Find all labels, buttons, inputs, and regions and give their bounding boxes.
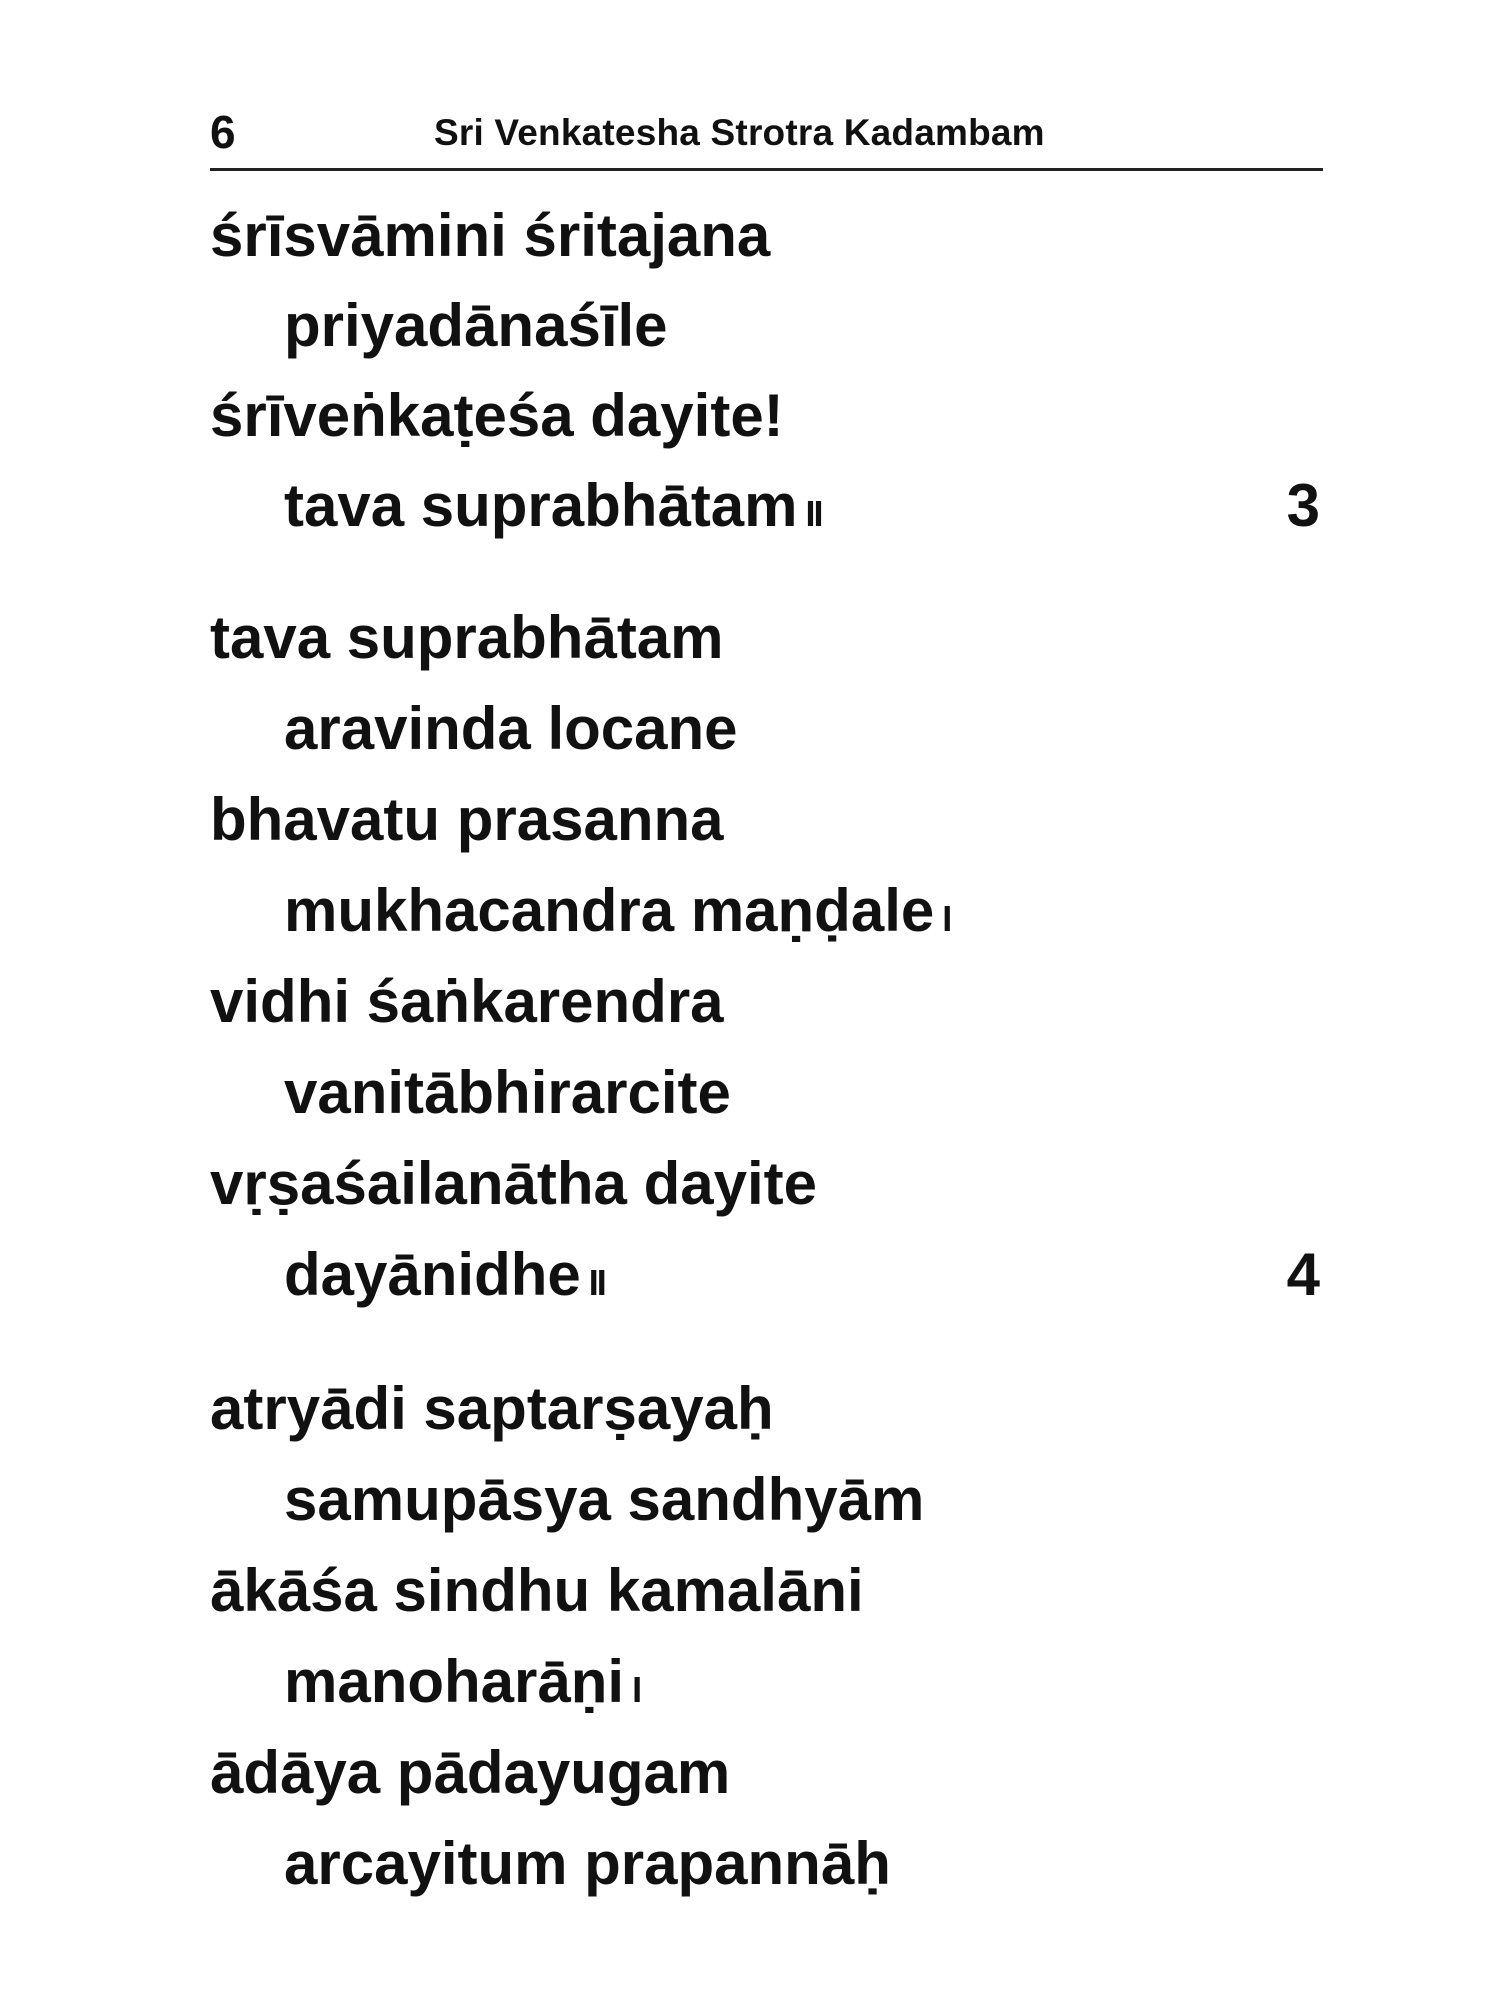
danda-mark: I [942,898,951,939]
verse-line: vanitābhirarcite [284,1059,731,1126]
verse-line: aravinda locane [284,695,738,762]
verse-line: ādāya pādayugam [210,1739,731,1806]
verse-line-last [284,1239,605,1319]
verse-line: śrīveṅkaṭeśa dayite! [210,382,784,449]
running-title: Sri Venkatesha Strotra Kadambam [434,112,1045,153]
double-danda-mark: II [588,1262,605,1303]
verse-line-half-end [284,1646,640,1726]
verse-line: priyadānaśīle [284,292,668,359]
verse-line: samupāsya sandhyām [284,1466,925,1533]
verse-number: 4 [1286,1241,1320,1308]
page-number: 6 [210,106,236,158]
verse-text: dayānidhe [284,1241,581,1308]
page-header [210,104,1320,164]
verse-line: vidhi śaṅkarendra [210,968,724,1035]
verse-line: vṛṣaśailanātha dayite [210,1150,818,1217]
verse-line: arcayitum prapannāḥ [284,1830,891,1897]
header-divider [210,168,1323,171]
verse-line: śrīsvāmini śritajana [210,202,771,269]
verse-line: ākāśa sindhu kamalāni [210,1557,864,1624]
verse-text: mukhacandra maṇḍale [284,877,935,944]
verse-number: 3 [1286,472,1320,539]
verse-line-last [284,470,822,550]
verse-line: bhavatu prasanna [210,786,724,853]
danda-mark: I [632,1669,641,1710]
verse-line: tava suprabhātam [210,604,724,671]
verse-line: atryādi saptarṣayaḥ [210,1375,774,1442]
double-danda-mark: II [805,493,822,534]
verse-text: manoharāṇi [284,1648,625,1715]
verse-line-half-end [284,875,950,955]
verse-text: tava suprabhātam [284,472,798,539]
